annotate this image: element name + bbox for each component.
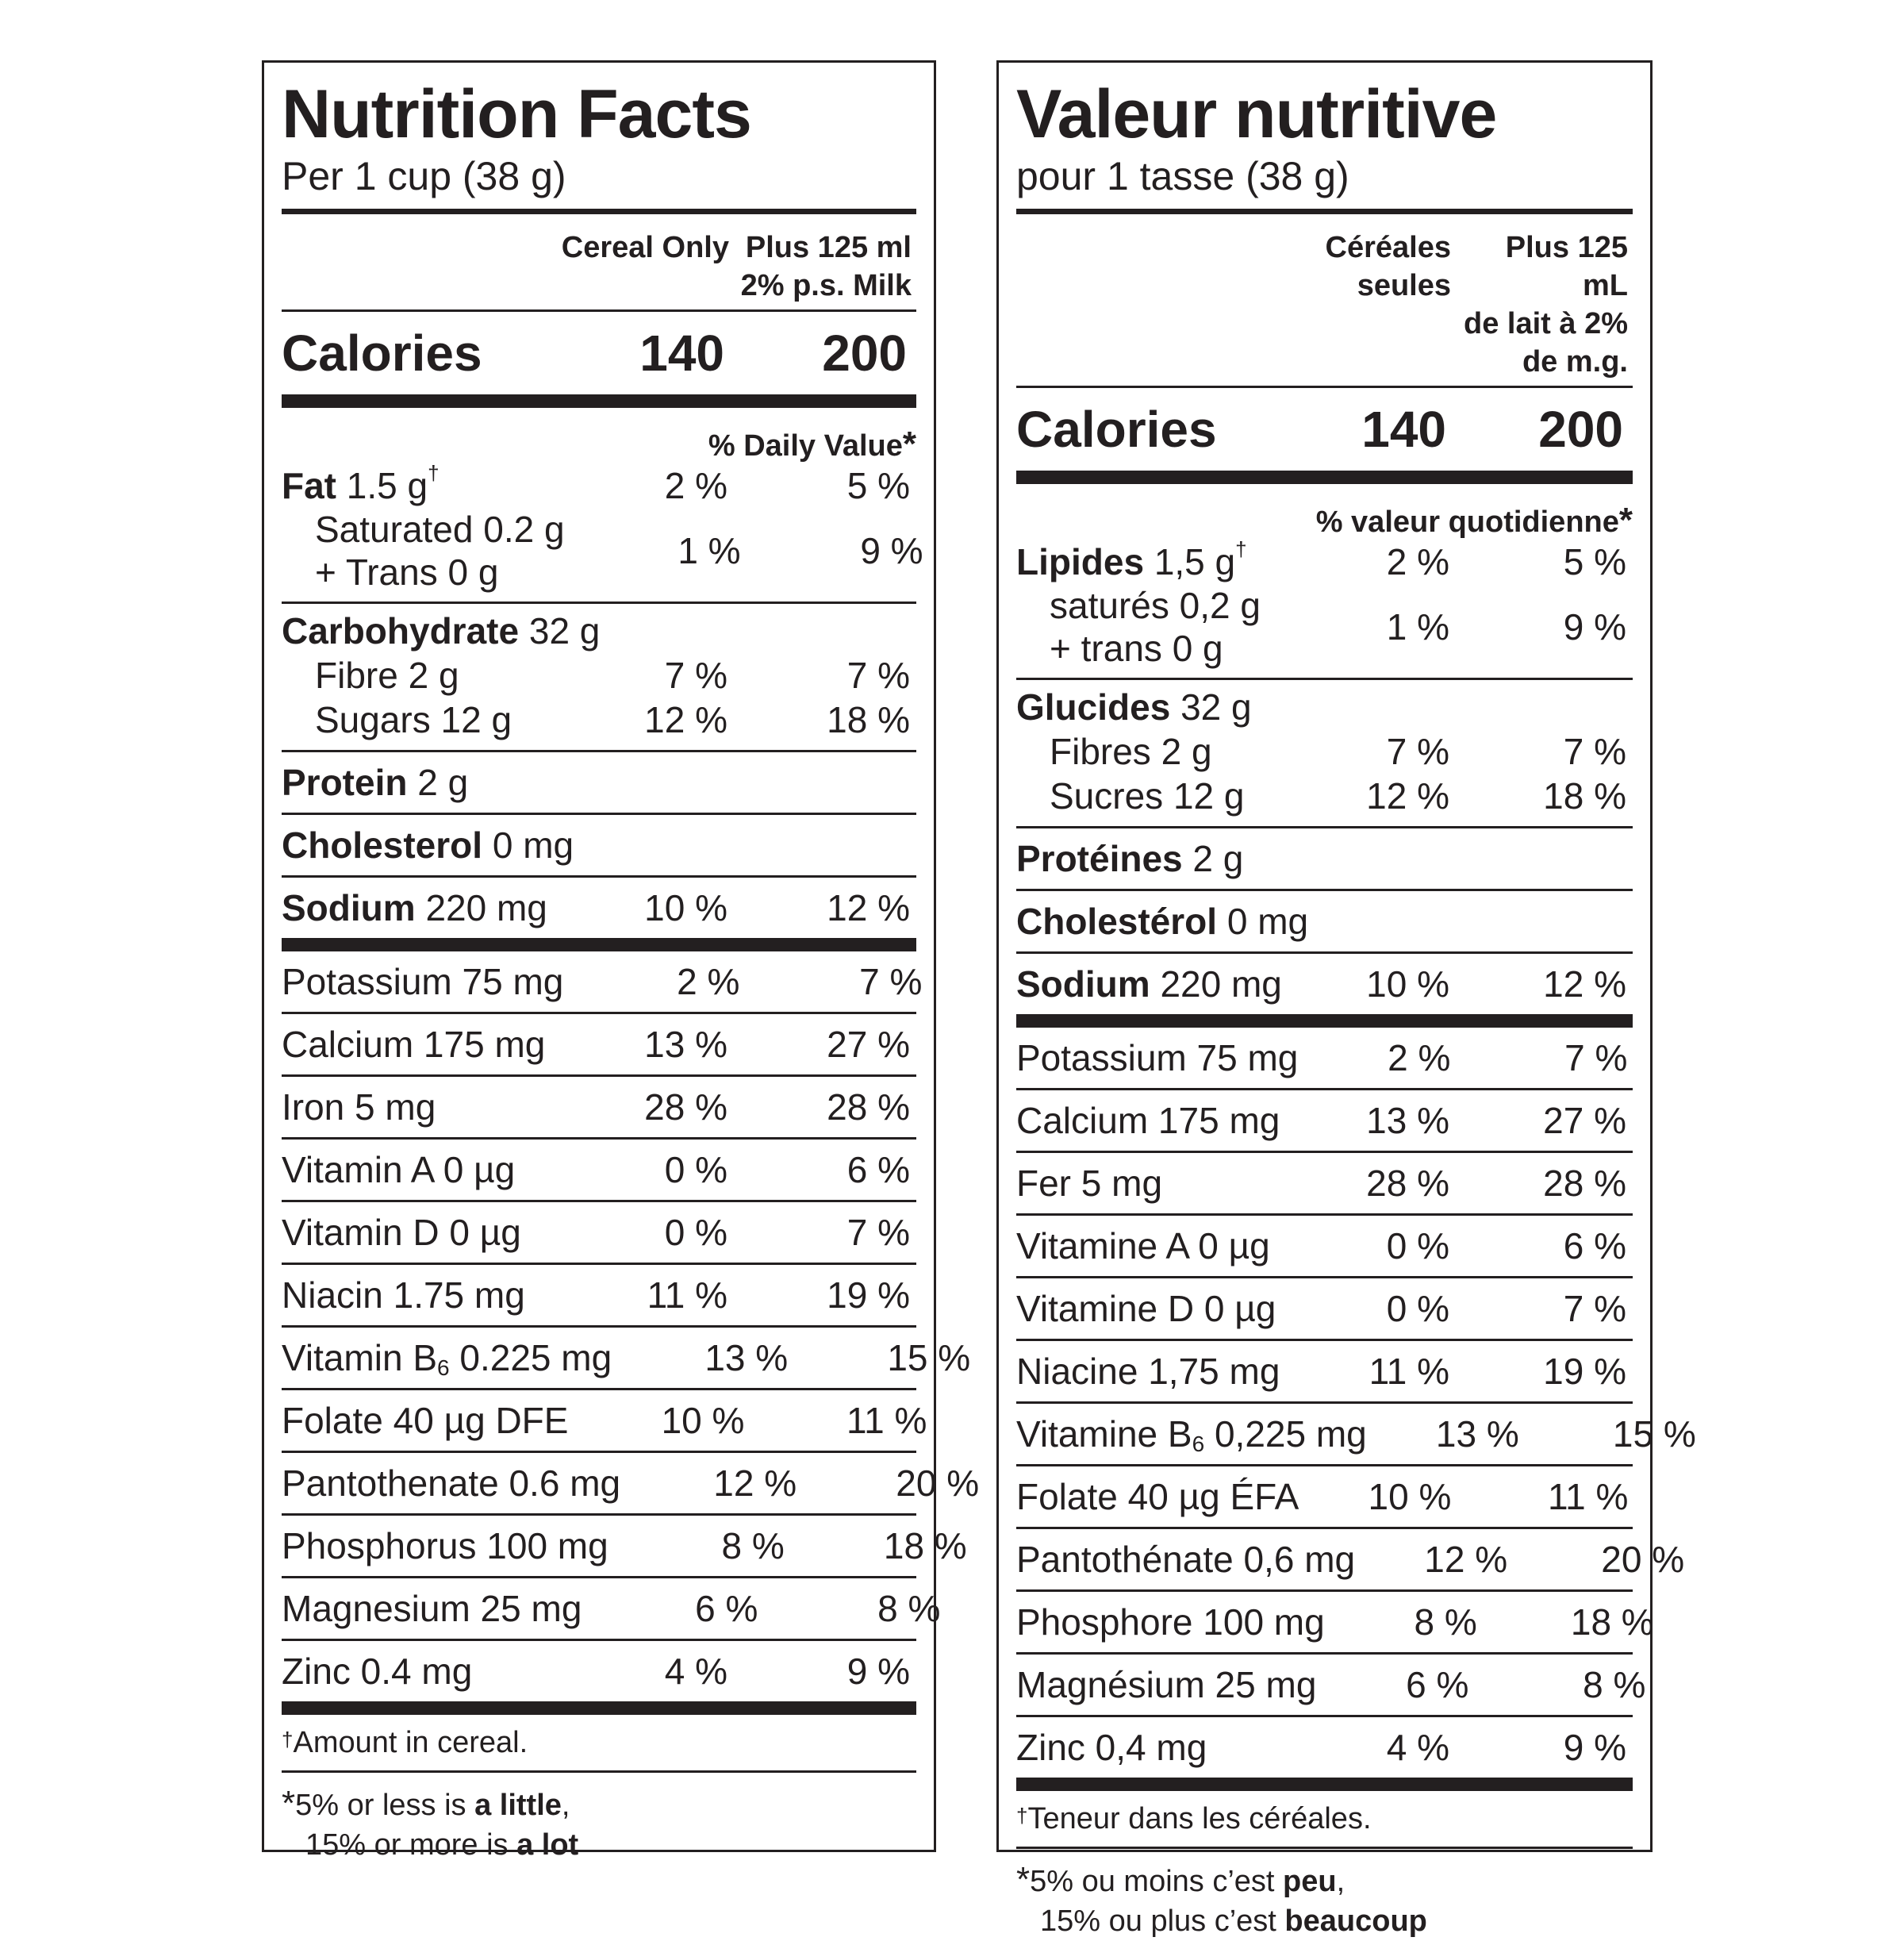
- mineral-name: Fer 5 mg: [1016, 1163, 1163, 1204]
- mineral-value-milk: 20 %: [896, 1462, 980, 1504]
- mineral-value-milk: 7 %: [1563, 1288, 1626, 1329]
- mineral-value-cereal: 2 %: [1388, 1037, 1451, 1078]
- cholesterol-row: Cholestérol 0 mg: [1016, 901, 1309, 942]
- mineral-row: [1016, 1278, 1633, 1339]
- fibre-row: Fibres 2 g 7 % 7 %: [1050, 731, 1626, 772]
- sodium-row: Sodium 220 mg 10 % 12 %: [1016, 963, 1626, 1005]
- panel-title: Valeur nutritive: [1016, 76, 1497, 152]
- daily-value-header: % valeur quotidienne*: [1315, 501, 1633, 540]
- fat-row: Fat 1.5 g† 2 % 5 %: [282, 461, 910, 506]
- mineral-value-cereal: 6 %: [1406, 1664, 1469, 1705]
- mineral-row: [1016, 1404, 1696, 1464]
- mineral-value-cereal: 13 %: [1435, 1413, 1519, 1455]
- sugars-row: Sugars 12 g 12 % 18 %: [315, 699, 910, 740]
- mineral-name: Niacine 1,75 mg: [1016, 1351, 1280, 1392]
- mineral-name: Phosphorus 100 mg: [282, 1525, 608, 1566]
- panel-title: Nutrition Facts: [282, 76, 751, 152]
- daily-value-header: % Daily Value*: [708, 425, 916, 463]
- mineral-row: [1016, 1466, 1633, 1527]
- mineral-value-milk: 7 %: [1564, 1037, 1628, 1078]
- mineral-name: Magnésium 25 mg: [1016, 1664, 1317, 1705]
- mineral-value-milk: 19 %: [827, 1274, 910, 1316]
- mineral-value-milk: 19 %: [1543, 1351, 1626, 1392]
- mineral-row: [282, 1077, 916, 1137]
- mineral-row: [282, 1328, 971, 1388]
- mineral-name: Vitamine D 0 µg: [1016, 1288, 1276, 1329]
- mineral-value-cereal: 0 %: [1386, 1225, 1449, 1266]
- column-header-plus-milk: Plus 125 ml 2% p.s. Milk: [740, 231, 912, 302]
- divider: [282, 209, 916, 214]
- mineral-value-cereal: 4 %: [664, 1651, 727, 1692]
- mineral-row: [1016, 1592, 1654, 1652]
- saturated-trans-row: Saturated 0.2 g + Trans 0 g 1 % 9 %: [315, 509, 923, 593]
- divider-heavy: [1016, 1014, 1633, 1028]
- mineral-name: Calcium 175 mg: [282, 1024, 546, 1065]
- mineral-name: Potassium 75 mg: [1016, 1037, 1299, 1078]
- mineral-value-milk: 27 %: [1543, 1100, 1626, 1141]
- column-header-cereal-only: Céréales seules: [1325, 231, 1451, 302]
- nutrition-facts-panel-en: [262, 60, 980, 1862]
- mineral-value-cereal: 13 %: [1366, 1100, 1449, 1141]
- mineral-name: Phosphore 100 mg: [1016, 1601, 1325, 1643]
- mineral-name: Vitamin A 0 µg: [282, 1149, 516, 1190]
- carbohydrate-row: Carbohydrate 32 g: [282, 610, 601, 651]
- protein-row: Protéines 2 g: [1016, 838, 1244, 879]
- mineral-row: [282, 1641, 916, 1701]
- mineral-row: [282, 1578, 941, 1639]
- calories-row: Calories 140 200: [1016, 401, 1623, 458]
- mineral-value-milk: 15 %: [887, 1337, 971, 1378]
- mineral-value-cereal: 11 %: [1368, 1351, 1449, 1392]
- mineral-value-milk: 6 %: [1563, 1225, 1626, 1266]
- column-header-plus-milk: Plus 125 mL de lait à 2% de m.g.: [1464, 231, 1628, 379]
- mineral-value-cereal: 10 %: [661, 1400, 745, 1441]
- mineral-value-milk: 15 %: [1612, 1413, 1696, 1455]
- mineral-value-milk: 20 %: [1601, 1539, 1685, 1580]
- mineral-value-cereal: 12 %: [713, 1462, 797, 1504]
- mineral-value-cereal: 4 %: [1386, 1727, 1449, 1768]
- sugars-row: Sucres 12 g 12 % 18 %: [1050, 775, 1626, 817]
- mineral-name: Magnesium 25 mg: [282, 1588, 582, 1629]
- serving-size: Per 1 cup (38 g): [282, 154, 566, 198]
- cholesterol-row: Cholesterol 0 mg: [282, 824, 574, 866]
- mineral-row: [282, 1516, 967, 1576]
- mineral-name: Potassium 75 mg: [282, 961, 564, 1002]
- column-headers: [1016, 214, 1633, 386]
- divider-heavy: [282, 394, 916, 408]
- mineral-name: Vitamin $B_6$ 0.225 mg: [282, 1337, 612, 1380]
- mineral-name: Calcium 175 mg: [1016, 1100, 1280, 1141]
- mineral-name: Niacin 1.75 mg: [282, 1274, 525, 1316]
- mineral-value-milk: 18 %: [1570, 1601, 1654, 1643]
- mineral-value-cereal: 13 %: [704, 1337, 789, 1378]
- mineral-value-cereal: 0 %: [1386, 1288, 1449, 1329]
- mineral-value-cereal: 10 %: [1368, 1476, 1452, 1517]
- minerals-list: [282, 951, 980, 1701]
- nutrition-facts-panel-fr: [996, 60, 1696, 1938]
- carbohydrate-group: [282, 604, 916, 750]
- column-header-cereal-only: Cereal Only: [561, 231, 729, 264]
- divider-heavy: [1016, 471, 1633, 484]
- mineral-value-milk: 27 %: [827, 1024, 910, 1065]
- mineral-value-cereal: 6 %: [695, 1588, 758, 1629]
- mineral-value-milk: 28 %: [827, 1086, 910, 1128]
- mineral-value-cereal: 0 %: [664, 1212, 727, 1253]
- mineral-row: [282, 1014, 916, 1074]
- mineral-row: [1016, 1529, 1685, 1589]
- carbohydrate-row: Glucides 32 g: [1016, 686, 1252, 728]
- mineral-value-milk: 18 %: [883, 1525, 967, 1566]
- mineral-row: [1016, 1216, 1633, 1276]
- mineral-name: Vitamin D 0 µg: [282, 1212, 521, 1253]
- minerals-list: [1016, 1028, 1696, 1778]
- column-headers: [282, 214, 916, 309]
- mineral-value-milk: 8 %: [1583, 1664, 1646, 1705]
- mineral-row: [282, 951, 923, 1012]
- mineral-value-milk: 7 %: [846, 1212, 910, 1253]
- mineral-name: Folate 40 µg ÉFA: [1016, 1476, 1299, 1517]
- divider-heavy: [282, 1701, 916, 1715]
- mineral-name: Vitamine A 0 µg: [1016, 1225, 1270, 1266]
- mineral-row: [1016, 1717, 1633, 1778]
- mineral-row: [282, 1140, 916, 1200]
- mineral-name: Iron 5 mg: [282, 1086, 436, 1128]
- mineral-value-milk: 7 %: [859, 961, 923, 1002]
- divider-heavy: [282, 938, 916, 951]
- carbohydrate-group: [1016, 680, 1633, 826]
- mineral-value-cereal: 8 %: [721, 1525, 785, 1566]
- mineral-name: Folate 40 µg DFE: [282, 1400, 569, 1441]
- mineral-row: [1016, 1028, 1633, 1088]
- mineral-name: Pantothénate 0,6 mg: [1016, 1539, 1356, 1580]
- protein-row: Protein 2 g: [282, 762, 469, 803]
- saturated-trans-row: saturés 0,2 g + trans 0 g 1 % 9 %: [1050, 585, 1626, 669]
- mineral-value-milk: 11 %: [1547, 1476, 1629, 1517]
- mineral-value-cereal: 28 %: [644, 1086, 727, 1128]
- mineral-name: Zinc 0,4 mg: [1016, 1727, 1207, 1768]
- mineral-value-milk: 8 %: [877, 1588, 941, 1629]
- divider-heavy: [1016, 1778, 1633, 1791]
- sodium-row: Sodium 220 mg 10 % 12 %: [282, 887, 910, 928]
- mineral-row: [282, 1265, 916, 1325]
- footnote-star: *5% ou moins c’est peu, 15% ou plus c’est beaucoup: [1016, 1860, 1427, 1938]
- mineral-row: [282, 1453, 980, 1513]
- mineral-value-cereal: 8 %: [1414, 1601, 1477, 1643]
- mineral-value-cereal: 2 %: [677, 961, 740, 1002]
- mineral-name: Pantothenate 0.6 mg: [282, 1462, 621, 1504]
- mineral-value-cereal: 13 %: [644, 1024, 727, 1065]
- mineral-value-cereal: 0 %: [664, 1149, 727, 1190]
- mineral-value-cereal: 28 %: [1366, 1163, 1449, 1204]
- mineral-row: [1016, 1341, 1633, 1401]
- mineral-row: [1016, 1090, 1633, 1151]
- mineral-name: Zinc 0.4 mg: [282, 1651, 473, 1692]
- mineral-row: [282, 1202, 916, 1263]
- fat-row: Lipides 1,5 g† 2 % 5 %: [1016, 537, 1626, 582]
- mineral-row: [1016, 1153, 1633, 1213]
- mineral-value-milk: 11 %: [846, 1400, 927, 1441]
- mineral-name: Vitamine $B_6$ 0,225 mg: [1016, 1413, 1367, 1456]
- footnote-star: *5% or less is a little, 15% or more is a lot: [282, 1784, 579, 1862]
- fibre-row: Fibre 2 g 7 % 7 %: [315, 655, 910, 696]
- mineral-row: [282, 1390, 927, 1451]
- mineral-value-milk: 6 %: [846, 1149, 910, 1190]
- footnote-dagger: † Teneur dans les céréales.: [1016, 1801, 1372, 1835]
- footnote-dagger: † Amount in cereal.: [282, 1725, 528, 1759]
- serving-size: pour 1 tasse (38 g): [1016, 154, 1349, 198]
- calories-row: Calories 140 200: [282, 325, 907, 382]
- divider: [1016, 209, 1633, 214]
- mineral-value-cereal: 12 %: [1424, 1539, 1508, 1580]
- mineral-value-milk: 9 %: [1563, 1727, 1626, 1768]
- mineral-value-cereal: 11 %: [647, 1274, 727, 1316]
- mineral-row: [1016, 1655, 1646, 1715]
- mineral-value-milk: 28 %: [1543, 1163, 1626, 1204]
- mineral-value-milk: 9 %: [846, 1651, 910, 1692]
